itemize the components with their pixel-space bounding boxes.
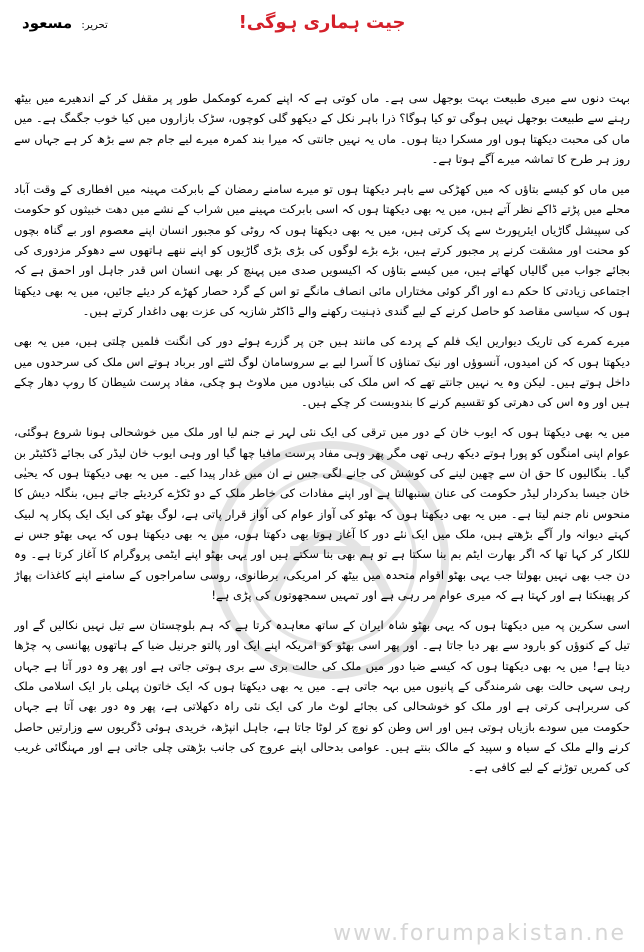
author-label: تحریر:: [81, 20, 108, 31]
article-body: [14, 88, 630, 943]
paragraph-5: اسی سکرین پہ میں دیکھتا ہوں کہ یہی بھٹو شاہ ایران کے ساتھ معاہدہ کرتا ہے کہ ہم بلوچستان سے تیل نہیں نکالیں گے اور تیل کے کنوؤں کو بارود سے بھر دیا جاتا ہے۔ اور پھر اسی بھٹو کو امریکہ اپنے ایک اور پالتو جرنیل ضیا کے ہاتھوں پھانسی پہ چڑھا دیتا ہے! میں یہ بھی دیکھتا ہوں کہ کیسے ضیا دور میں ملک کی حالت بری سے بری ہوتی جاتی ہے اور پھر وہ دور آتا ہے جہاں رہی سہی حالت بھی شرمندگی کے پانیوں میں بہہ جاتی ہے۔ میں یہ بھی دیکھتا ہوں کہ ایک خاتون پہلی بار ایک اسلامی ملک کی سربراہی کرتی ہے اور ملک کو خوشحالی کی بجائے لوٹ مار کی ایک نئی راہ دکھلاتی ہے، پھر وہ دور بھی آتا ہے جہاں حکومت میں سودے بازیاں ہوتی ہیں اور اس وطن کو نوچ کر لوٹا جاتا ہے، جاہل انپڑھ، خریدی ہوئی ڈگریوں سے وزارتیں حاصل کرنے والے ملک کے سیاہ و سپید کے مالک بنتے ہیں۔ عوامی بدحالی اپنے عروج کی جانب بڑھتی چلی جاتی ہے اور مہنگائی غریب کی کمریں توڑنے کے لیے کافی ہے۔: [14, 618, 630, 775]
paragraph-3: میرے کمرے کی تاریک دیواریں ایک فلم کے پردے کی مانند ہیں جن پر گزرے ہوئے دور کی انگنت فلمیں چلتی ہیں، میں یہ بھی دیکھتا ہوں کہ کن امیدوں، آنسوؤں اور نیک تمناؤں کا آسرا لیے بے سروسامان لوگ لٹتے اور برباد ہوتے اس ملک کی سرحدوں میں داخل ہوتے ہیں۔ لیکن وہ یہ نہیں جانتے تھے کہ اس ملک کی بنیادوں میں ملاوٹ ہو چکی، مفاد پرست شیطان کا روپ دھار چکے ہیں اور وہ اس کی دھرتی کو تقسیم کرنے کا بندوبست کر چکے ہیں۔: [14, 334, 630, 410]
author-name: مسعود: [22, 14, 73, 32]
article-title: جیت ہماری ہوگی!: [238, 12, 406, 33]
paragraph-4: میں یہ بھی دیکھتا ہوں کہ ایوب خان کے دور میں ترقی کی ایک نئی لہر نے جنم لیا اور ملک میں خوشحالی ہونا شروع ہوگئی، عوام اپنی امنگوں کو پورا ہوتے دیکھ رہی تھی مگر پھر وہی مفاد پرست مافیا چھا گیا اور وہی ایوب خان لیڈر کی بجائے ڈکٹیٹر بن گیا۔ بنگالیوں کا حق ان سے چھین لینے کی کوشش کی جانے لگی جس نے ان میں غدار پیدا کیے۔ میں یہ بھی دیکھتا ہوں کہ یحیٰی خان جیسا بدکردار لیڈر حکومت کی عنان سنبھالتا ہے اور اپنے مفادات کی خاطر ملک کے دو ٹکڑے کردیئے جاتے ہیں، بنگلہ دیش کا منحوس نام جنم لیتا ہے۔ میں یہ بھی دیکھتا ہوں کہ بھٹو کی آواز عوام کی آواز قرار پاتی ہے، لوگ بھٹو کی ایک ایک پکار پہ لبیک کہتے دیوانہ وار آگے بڑھتے ہیں، ملک میں ایک نئے دور کا آغاز ہوتا بھی دکھتا ہوں، میں یہ بھی دیکھتا ہوں کہ یہی بھٹو جس نے للکار کر کہا تھا کہ اگر بھارت ایٹم بم بنا سکتا ہے تو ہم بھی بنا سکتے ہیں اور یہی بھٹو اپنے ایٹمی پروگرام کا آغاز کرتا ہے۔ وہ دن جب بھی نہیں بھولتا جب یہی بھٹو اقوام متحدہ میں بیٹھ کر امریکی، برطانوی، روسی سامراجوں کے سامنے اپنے کاغذات پھاڑ کر پھینکتا ہے اور کہتا ہے کہ میری عوام مر رہی ہے اور تمہیں سمجھوتوں کی پڑی ہے!: [14, 425, 630, 602]
watermark-url: www.forumpakistan.ne: [333, 921, 626, 946]
paragraph-1: بہت دنوں سے میری طبیعت بہت بوجھل سی ہے۔ ماں کوتی ہے کہ اپنے کمرے کومکمل طور پر مقفل کر کے اندھیرے میں بیٹھ رہنے سے طبیعت بوجھل نہیں ہوگی تو کیا ہوگا؟ ذرا باہر نکل کے دیکھو گلی کوچوں، سڑک بازاروں میں کیا خوب جگمگ ہے۔ میں ماں کی محبت دیکھتا ہوں اور مسکرا دیتا ہوں۔ ماں یہ نہیں جانتی کہ میرا بند کمرہ میرے لیے جام جم سے بڑھ کر ہے جہاں سے روز ہر طرح کا تماشہ میرے آگے ہوتا ہے۔: [14, 91, 630, 166]
paragraph-2: میں ماں کو کیسے بتاؤں کہ میں کھڑکی سے باہر دیکھتا ہوں تو میرے سامنے رمضان کے بابرکت مہینہ میں افطاری کے وقت آباد محلے میں پڑتے ڈاکے نظر آتے ہیں، میں یہ بھی دیکھتا ہوں کہ اسی بابرکت مہینے میں شراب کے نشے میں دھت خبیثوں کو حکومت کی سپیشل گاڑیاں ایئرپورٹ سے پک کرتی ہیں، میں یہ بھی دیکھتا ہوں کہ روٹی کو مجبور انسان اپنے معصوم اور بے گناہ بچوں کو محنت اور مشقت کرنے پر مجبور کرتے ہیں، بڑے بڑے لوگوں کی بڑی بڑی گاڑیوں کو اپنے ننھے ہاتھوں سے دھوکر مزدوری کی بجائے جواب میں گالیاں کھاتے ہیں، میں کیسے بتاؤں کہ اکیسویں صدی میں پہنچ کر بھی انسان اس قدر جاہل اور احمق ہے کہ اجتماعی زیادتی کا حکم دے اور اگر کوئی مختاراں مائی انصاف مانگے تو اس کے گرد حصار کھڑے کر دیئے جائیں، میں یہ بھی دیکھتا ہوں کہ سیاسی مقاصد کو حاصل کرنے کے لیے گندی ذہنیت رکھنے والے ڈاکٹر شازیہ کی عزت بھی داغدار کرتے ہیں۔: [14, 182, 630, 318]
